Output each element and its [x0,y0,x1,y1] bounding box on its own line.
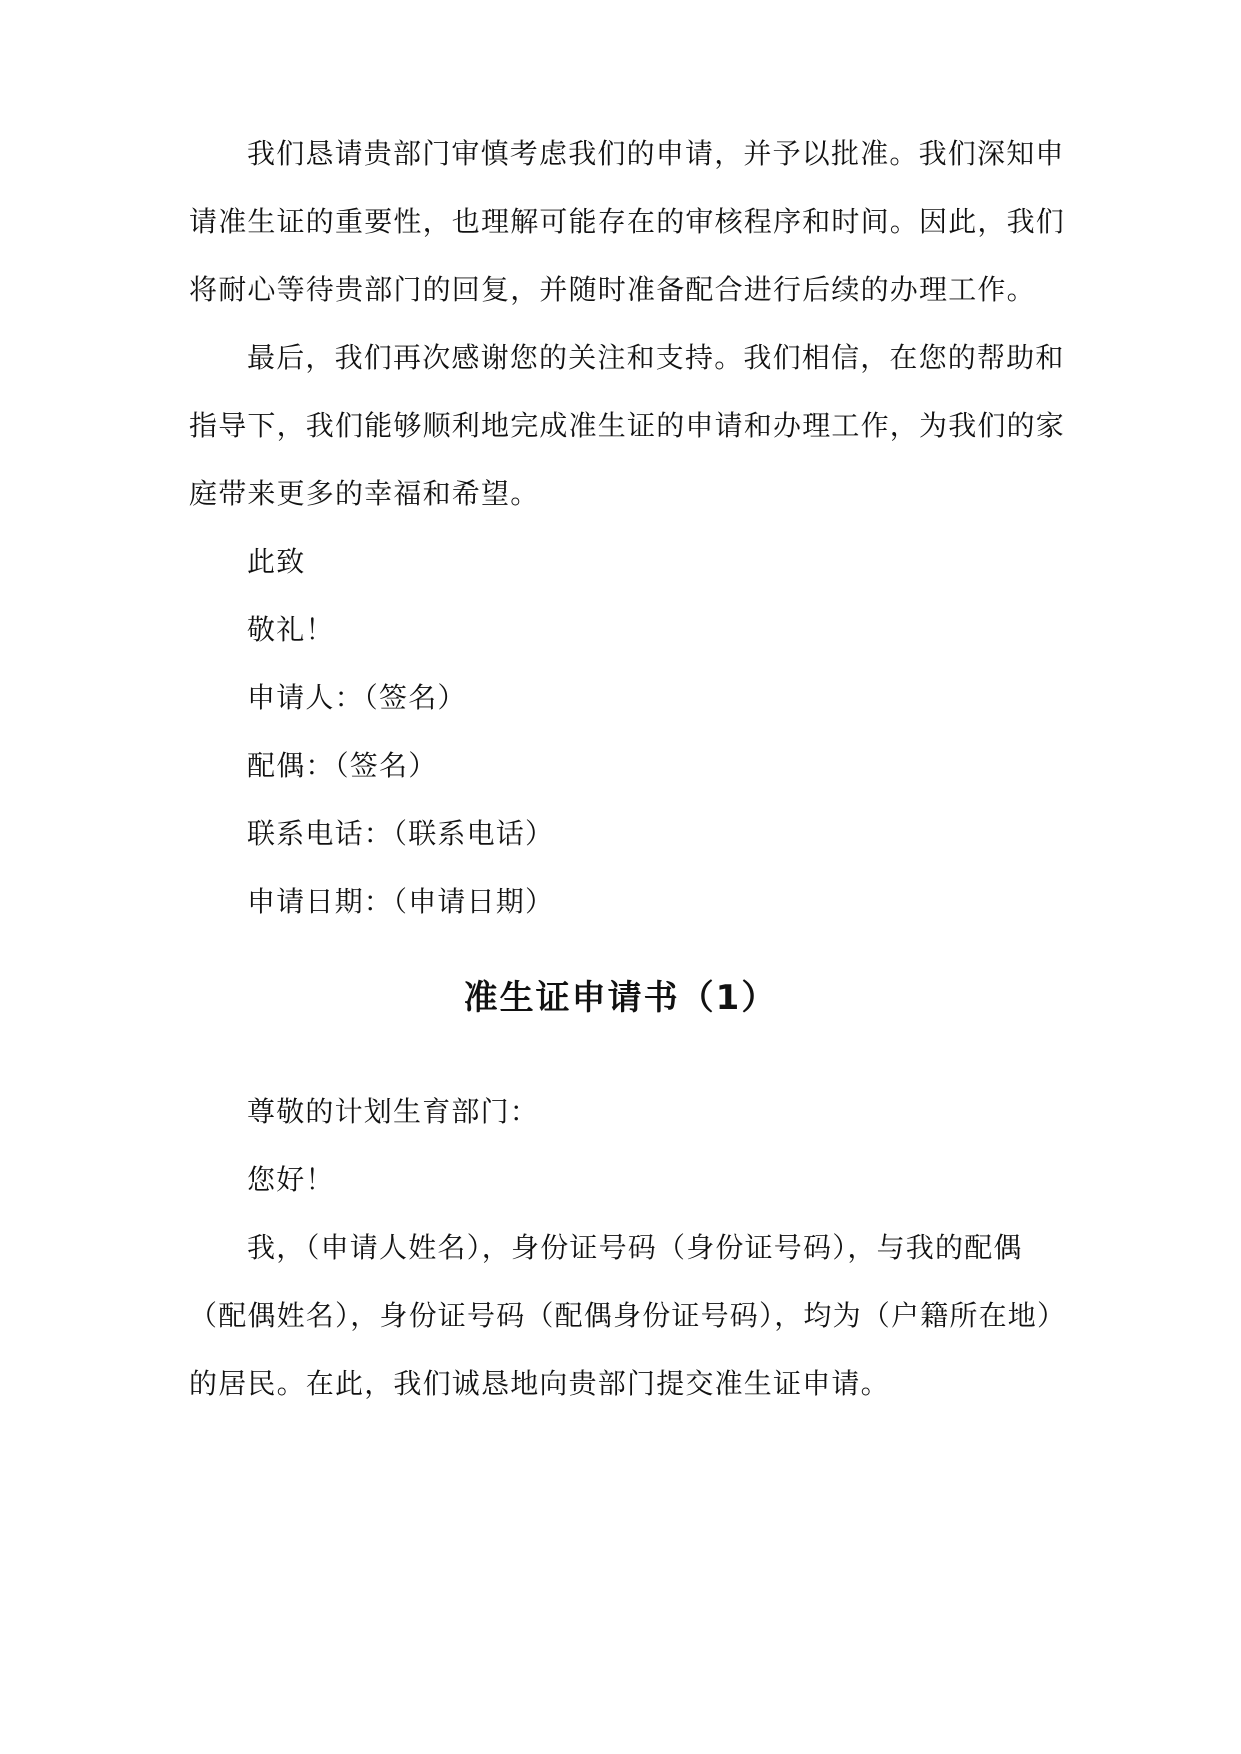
closing-ci-zhi: 此致 [247,545,306,578]
paragraph-2-line-3: 庭带来更多的幸福和希望。 [189,477,540,510]
paragraph-2-line-2: 指导下，我们能够顺利地完成准生证的申请和办理工作，为我们的家 [189,409,1066,442]
paragraph-1-line-1: 我们恳请贵部门审慎考虑我们的申请，并予以批准。我们深知申 [247,137,1065,170]
signature-applicant: 申请人：（签名） [247,681,467,714]
signature-spouse: 配偶：（签名） [247,749,438,782]
paragraph-2-line-1: 最后，我们再次感谢您的关注和支持。我们相信，在您的帮助和 [247,341,1065,374]
letter-salutation: 尊敬的计划生育部门： [247,1095,540,1128]
letter-body-line-3: 的居民。在此，我们诚恳地向贵部门提交准生证申请。 [189,1367,890,1400]
letter-body-line-1: 我，（申请人姓名），身份证号码（身份证号码），与我的配偶 [247,1231,1023,1264]
closing-jing-li: 敬礼！ [247,613,335,646]
paragraph-1-line-3: 将耐心等待贵部门的回复，并随时准备配合进行后续的办理工作。 [189,273,1036,306]
letter-greeting: 您好！ [247,1163,335,1196]
paragraph-1-line-2: 请准生证的重要性，也理解可能存在的审核程序和时间。因此，我们 [189,205,1066,238]
signature-date: 申请日期：（申请日期） [247,885,555,918]
letter-body-line-2: （配偶姓名），身份证号码（配偶身份证号码），均为（户籍所在地） [189,1299,1067,1332]
signature-phone: 联系电话：（联系电话） [247,817,555,850]
section-title: 准生证申请书（1） [463,978,778,1018]
